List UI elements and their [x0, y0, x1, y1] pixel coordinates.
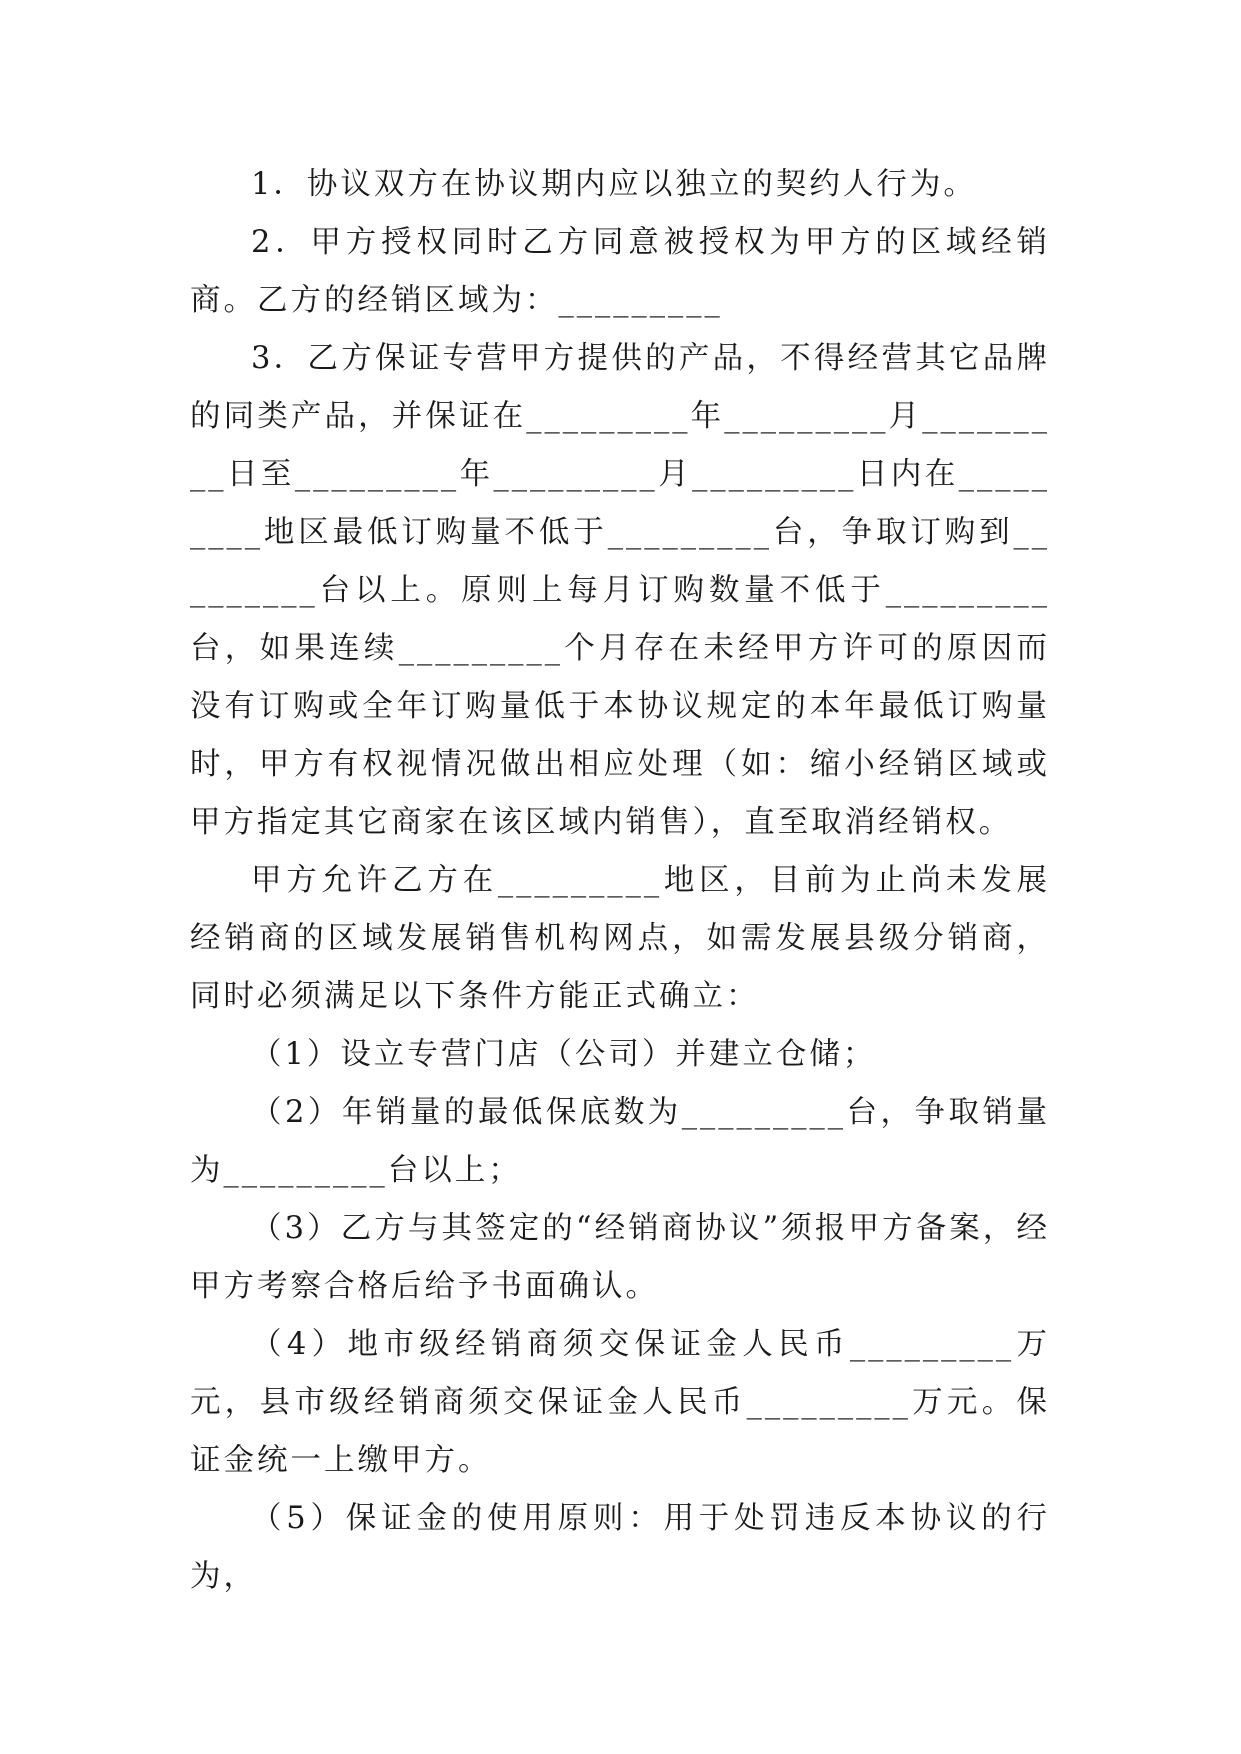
clause-3: 3．乙方保证专营甲方提供的产品，不得经营其它品牌的同类产品，并保证在_________年_________月_________日至_________年_________月_________日内在_________地区最低订购量不低于_________台，争取订购到_________台以上。原则上每月订购数量不低于_________台，如果连续_________个月存在未经甲方许可的原因而没有订购或全年订购量低于本协议规定的本年最低订购量时，甲方有权视情况做出相应处理（如：缩小经销区域或甲方指定其它商家在该区域内销售），直至取消经销权。 [190, 341, 1050, 840]
condition-2: （2）年销量的最低保底数为_________台，争取销量为_________台以上； [190, 1095, 1050, 1188]
condition-5: （5）保证金的使用原则：用于处罚违反本协议的行为， [190, 1501, 1050, 1594]
sub-distribution-paragraph: 甲方允许乙方在_________地区，目前为止尚未发展经销商的区域发展销售机构网点，如需发展县级分销商，同时必须满足以下条件方能正式确立： [190, 863, 1050, 1014]
condition-3: （3）乙方与其签定的“经销商协议”须报甲方备案，经甲方考察合格后给予书面确认。 [190, 1211, 1050, 1304]
clause-1: 1．协议双方在协议期内应以独立的契约人行为。 [251, 167, 977, 202]
agreement-body [190, 156, 1050, 1606]
condition-4: （4）地市级经销商须交保证金人民币_________万元，县市级经销商须交保证金人民币_________万元。保证金统一上缴甲方。 [190, 1327, 1050, 1478]
condition-1: （1）设立专营门店（公司）并建立仓储； [251, 1037, 877, 1072]
clause-2: 2．甲方授权同时乙方同意被授权为甲方的区域经销商。乙方的经销区域为：_________ [190, 225, 1050, 318]
